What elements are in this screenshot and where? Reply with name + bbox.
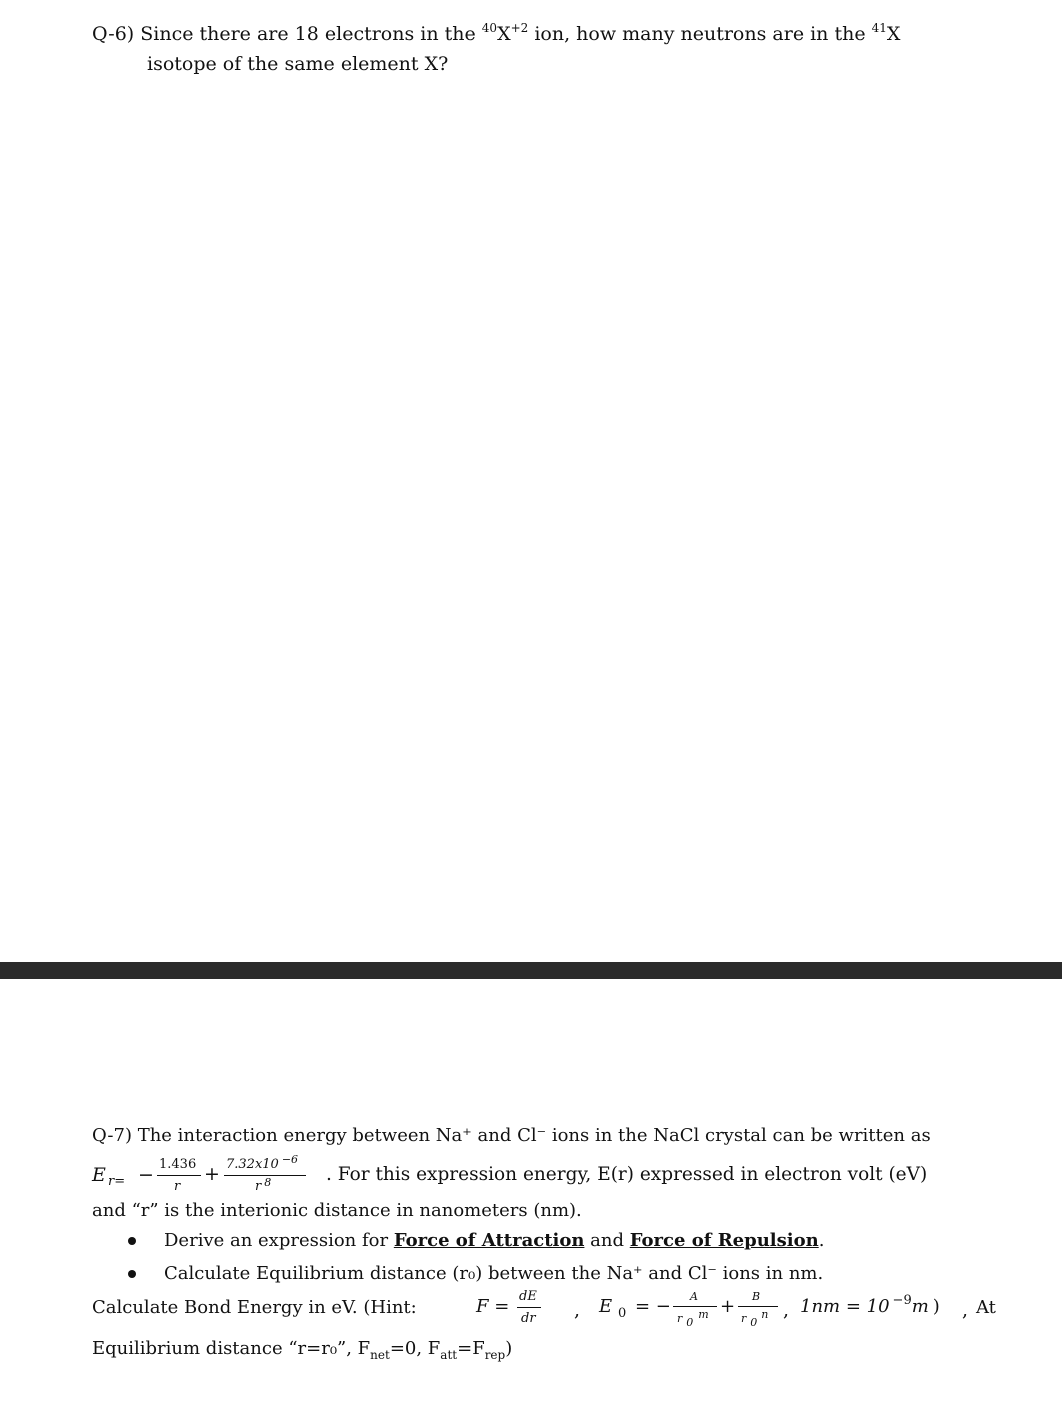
bullet-dot-1 xyxy=(128,1237,136,1245)
q7-line3: and “r” is the interionic distance in nanometers (nm). xyxy=(92,1200,582,1221)
hint-nm: 1nm = 10 $^{-9}$m ) xyxy=(800,1293,940,1317)
hint-dE: dE xyxy=(519,1289,537,1304)
hint-r0m: r 0m xyxy=(677,1308,709,1329)
q6-mass-number-1: 40 xyxy=(481,21,498,35)
force-of-attraction: Force of Attraction xyxy=(393,1230,585,1251)
hint-A: A xyxy=(690,1290,698,1303)
eq-den2: r $^8$ xyxy=(255,1176,272,1194)
bullet-dot-2 xyxy=(128,1270,136,1278)
eq-dist-end: ) xyxy=(505,1338,513,1359)
sub-att: att xyxy=(440,1348,458,1362)
eq-minus: − xyxy=(138,1164,154,1186)
bullet1-and: and xyxy=(584,1230,630,1251)
q6-prefix: Q-6) Since there are 18 electrons in the xyxy=(92,23,482,45)
eq-num2: 7.32x10 $^{-6}$ xyxy=(226,1153,299,1172)
q7-line2-rest: . For this expression energy, E(r) expressed in electron volt (eV) xyxy=(326,1164,928,1185)
eq-E: E xyxy=(92,1164,106,1186)
hint-eq-minus: = − xyxy=(635,1296,671,1317)
hint-F-eq: F = xyxy=(476,1296,510,1317)
hint-comma3: , xyxy=(962,1299,969,1321)
sub-net: net xyxy=(370,1348,390,1362)
bullet1-text: Derive an expression for xyxy=(164,1230,394,1251)
q7-line1: Q-7) The interaction energy between Na⁺ and Cl⁻ ions in the NaCl crystal can be written as xyxy=(92,1125,931,1146)
hint-dr: dr xyxy=(521,1311,536,1326)
q6-charge: +2 xyxy=(510,21,529,35)
eq-num1: 1.436 xyxy=(159,1157,197,1172)
hint-E0-sub: 0 xyxy=(618,1306,627,1321)
eq-r-equals: r= xyxy=(108,1174,126,1189)
hint-plus: + xyxy=(720,1296,736,1317)
eq-dist-text: Equilibrium distance “r=r₀”, F xyxy=(92,1338,371,1359)
q6-symbol-1: X xyxy=(497,23,511,45)
hint-comma2: , xyxy=(783,1299,790,1321)
hint-dEdr-line xyxy=(517,1307,541,1308)
eq-dist-mid2: =F xyxy=(457,1338,485,1359)
page-separator xyxy=(0,962,1062,979)
bullet-1 xyxy=(164,1229,824,1253)
q6-line2: isotope of the same element X? xyxy=(147,53,449,75)
hint-E0: E xyxy=(599,1296,613,1317)
hint-at: At xyxy=(976,1297,996,1318)
hint-B: B xyxy=(752,1290,761,1303)
q6-symbol-2: X xyxy=(886,23,901,45)
sub-rep: rep xyxy=(484,1348,506,1362)
eq-dist-mid1: =0, F xyxy=(389,1338,441,1359)
hint-comma1: , xyxy=(574,1299,581,1321)
eq-plus: + xyxy=(204,1163,220,1185)
eq-frac1-line xyxy=(157,1175,201,1176)
q6-middle: ion, how many neutrons are in the xyxy=(528,23,872,45)
bullet1-period: . xyxy=(818,1230,825,1251)
hint-prefix: Calculate Bond Energy in eV. (Hint: xyxy=(92,1297,417,1318)
hint-A-line xyxy=(673,1306,717,1307)
eq-den1: r xyxy=(174,1179,181,1194)
q6-mass-number-2: 41 xyxy=(871,21,887,35)
hint-r0n: r 0n xyxy=(741,1308,769,1329)
force-of-repulsion: Force of Repulsion xyxy=(629,1230,819,1251)
hint-B-line xyxy=(738,1306,778,1307)
equilibrium-line xyxy=(92,1337,512,1362)
bullet-2: Calculate Equilibrium distance (r₀) between the Na⁺ and Cl⁻ ions in nm. xyxy=(164,1263,824,1284)
q6-line1 xyxy=(92,22,900,48)
